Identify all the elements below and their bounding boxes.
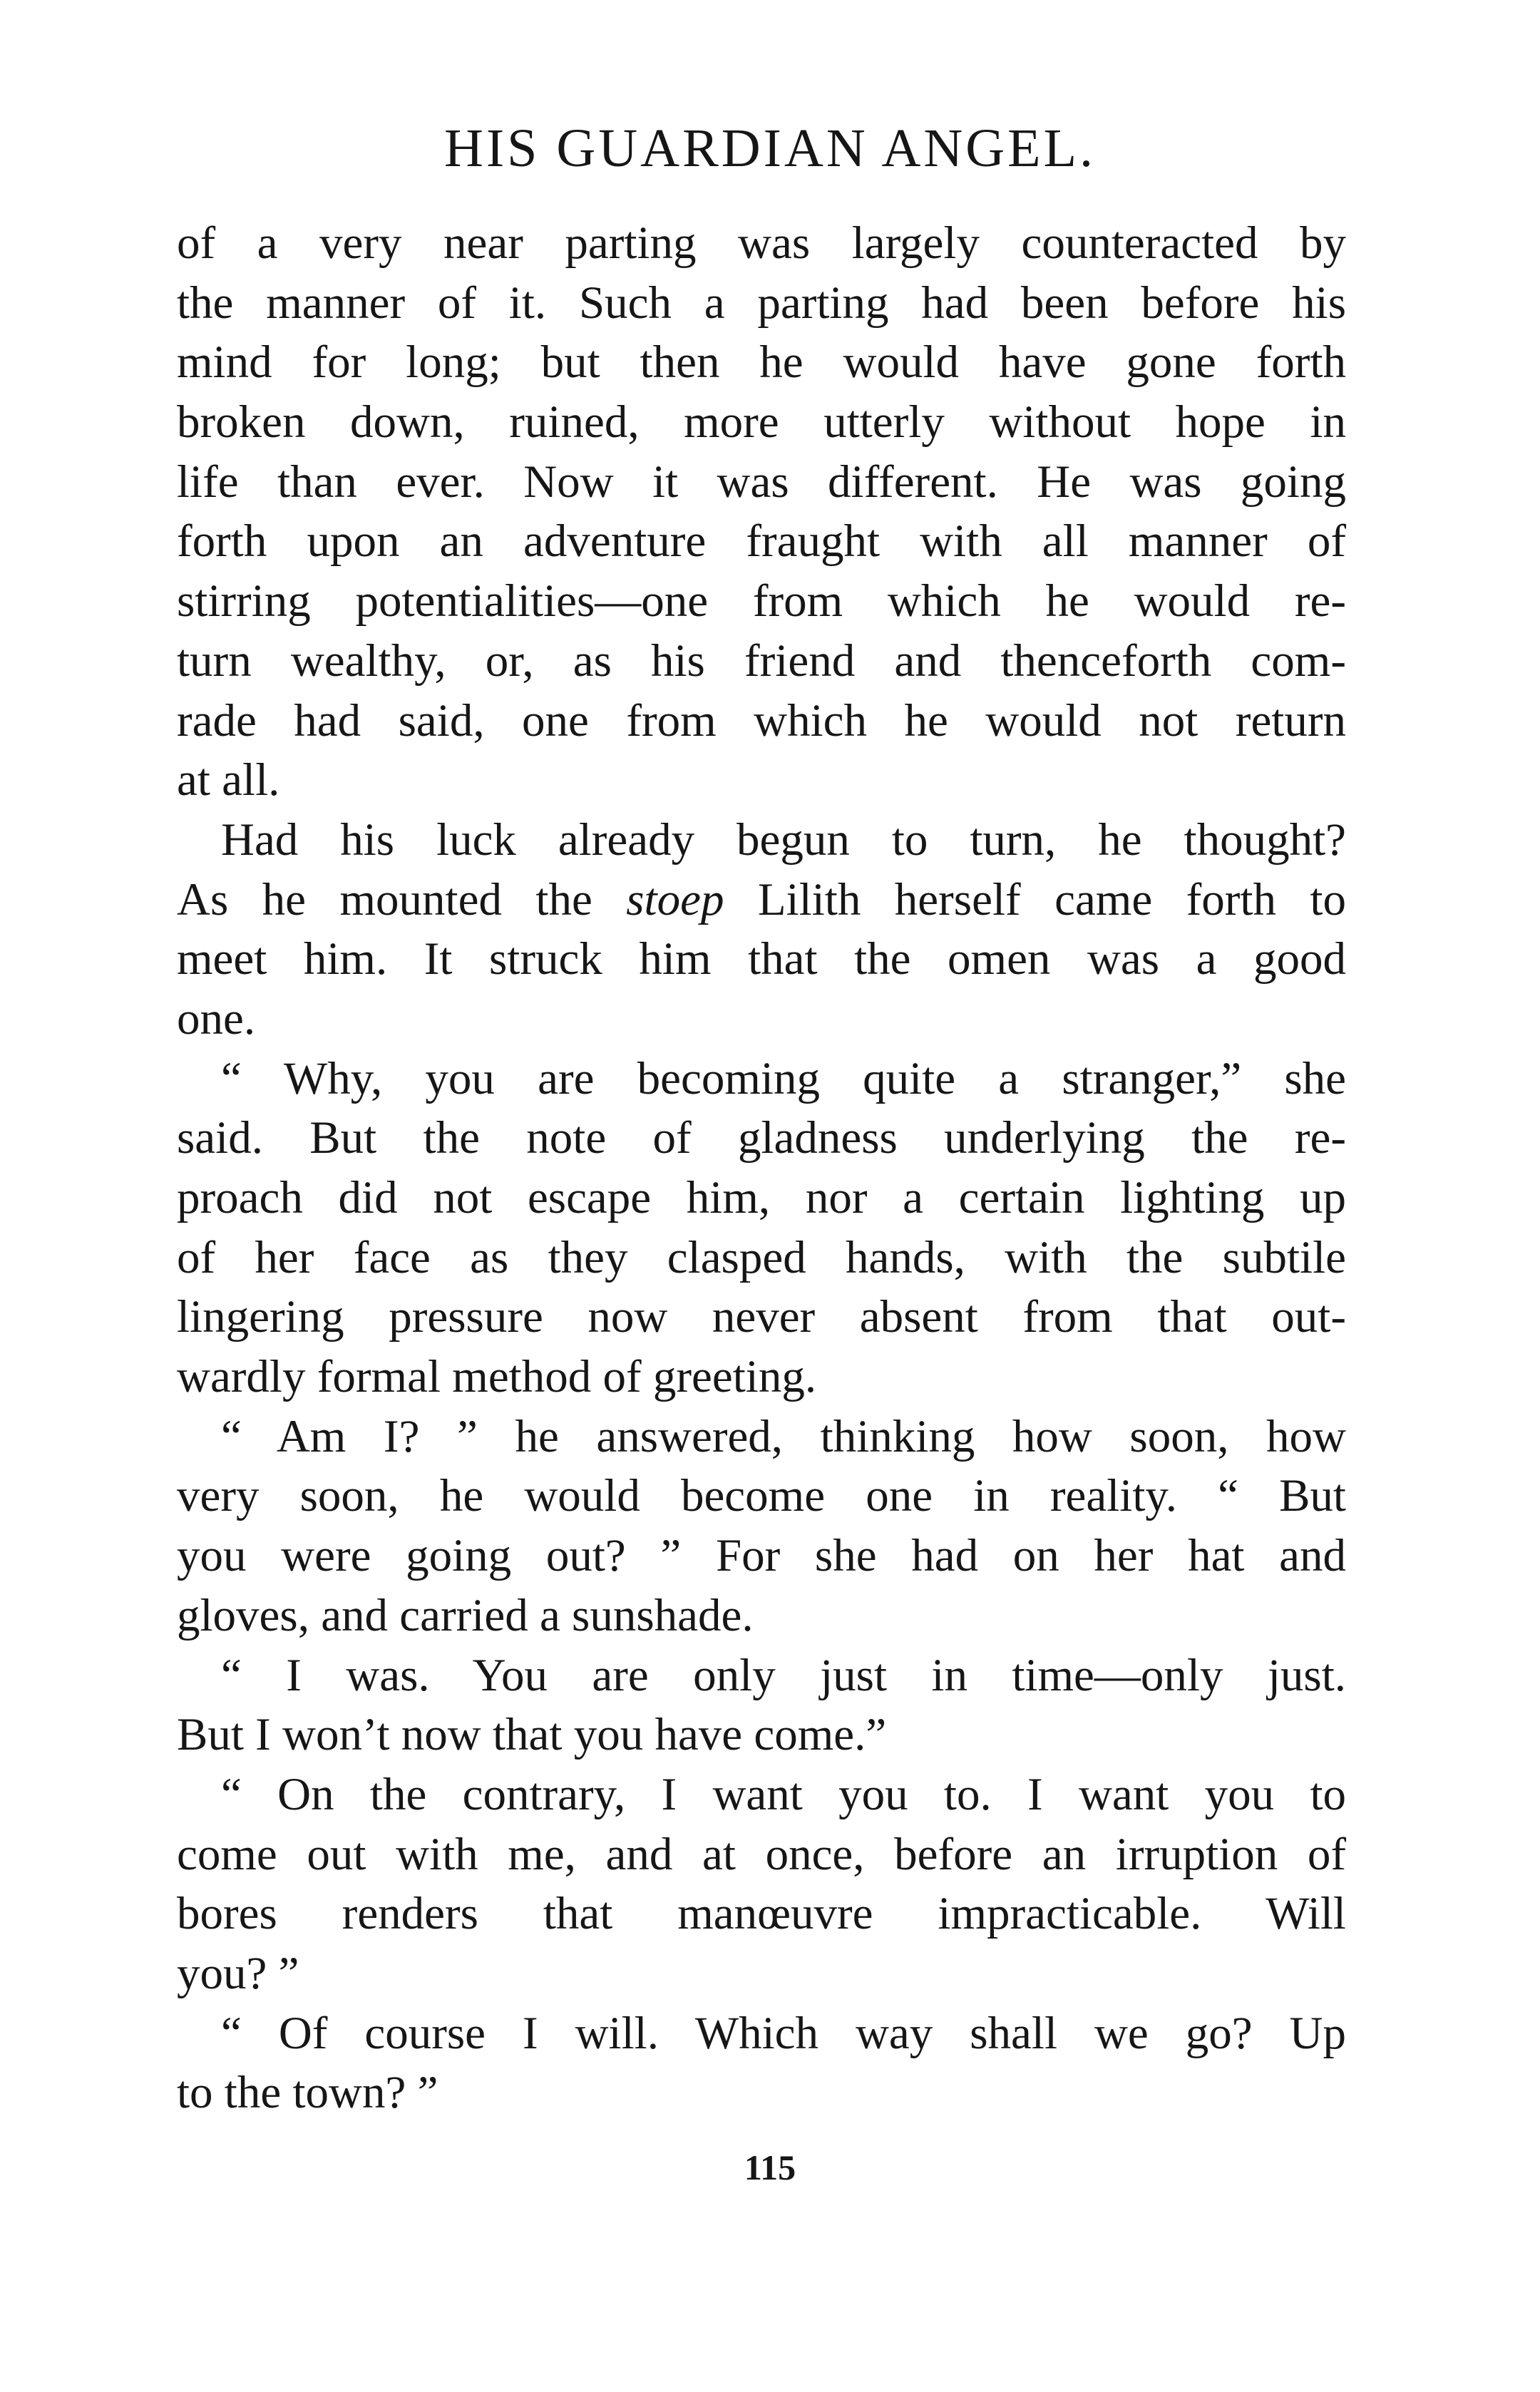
text-line: meet him. It struck him that the omen was a good <box>177 933 1346 985</box>
text-line: “ Why, you are becoming quite a stranger,” she <box>221 1052 1346 1104</box>
text-line: rade had said, one from which he would not return <box>177 694 1346 746</box>
text-line: very soon, he would become one in reality. “ But <box>177 1470 1346 1522</box>
text-line: bores renders that manœuvre impracticable. Will <box>177 1888 1346 1940</box>
text-line: Had his luck already begun to turn, he thought? <box>221 813 1346 866</box>
body-text <box>177 214 1346 2123</box>
text-line: turn wealthy, or, as his friend and thenceforth com- <box>177 635 1346 687</box>
text-line: stirring potentialities—one from which he would re- <box>177 575 1346 627</box>
text-line: lingering pressure now never absent from that out- <box>177 1291 1346 1343</box>
text-line: at all. <box>177 754 280 806</box>
text-line: forth upon an adventure fraught with all manner of <box>177 515 1346 568</box>
page-number: 115 <box>744 2147 796 2187</box>
text-line: the manner of it. Such a parting had been before his <box>177 277 1346 329</box>
italic-word: stoep <box>626 873 724 925</box>
text-line: broken down, ruined, more utterly without hope in <box>177 396 1346 448</box>
text-line: to the town? ” <box>177 2067 438 2119</box>
text-line: “ Of course I will. Which way shall we go? Up <box>221 2007 1346 2059</box>
text-line: life than ever. Now it was different. He was going <box>177 456 1346 508</box>
text-line: proach did not escape him, nor a certain lighting up <box>177 1172 1346 1223</box>
text-line: gloves, and carried a sunshade. <box>177 1589 754 1641</box>
text-line: But I won’t now that you have come.” <box>177 1709 887 1761</box>
text-line: “ Am I? ” he answered, thinking how soon, how <box>221 1410 1346 1462</box>
text-line: of her face as they clasped hands, with the subtile <box>177 1231 1346 1283</box>
running-head: HIS GUARDIAN ANGEL. <box>443 118 1097 178</box>
text-line: As he mounted the stoep Lilith herself came forth to <box>177 873 1346 925</box>
text-line: wardly formal method of greeting. <box>177 1351 817 1403</box>
text-line: “ I was. You are only just in time—only just. <box>221 1649 1346 1701</box>
text-line: you? ” <box>177 1947 299 1999</box>
text-line: one. <box>177 992 256 1044</box>
text-line: come out with me, and at once, before an irruption of <box>177 1828 1346 1880</box>
text-line: said. But the note of gladness underlying the re- <box>177 1112 1346 1164</box>
text-line: mind for long; but then he would have gone forth <box>177 337 1346 389</box>
text-line: of a very near parting was largely counteracted by <box>177 217 1346 269</box>
text-line: “ On the contrary, I want you to. I want you to <box>221 1768 1346 1820</box>
text-line: you were going out? ” For she had on her hat and <box>177 1530 1346 1582</box>
